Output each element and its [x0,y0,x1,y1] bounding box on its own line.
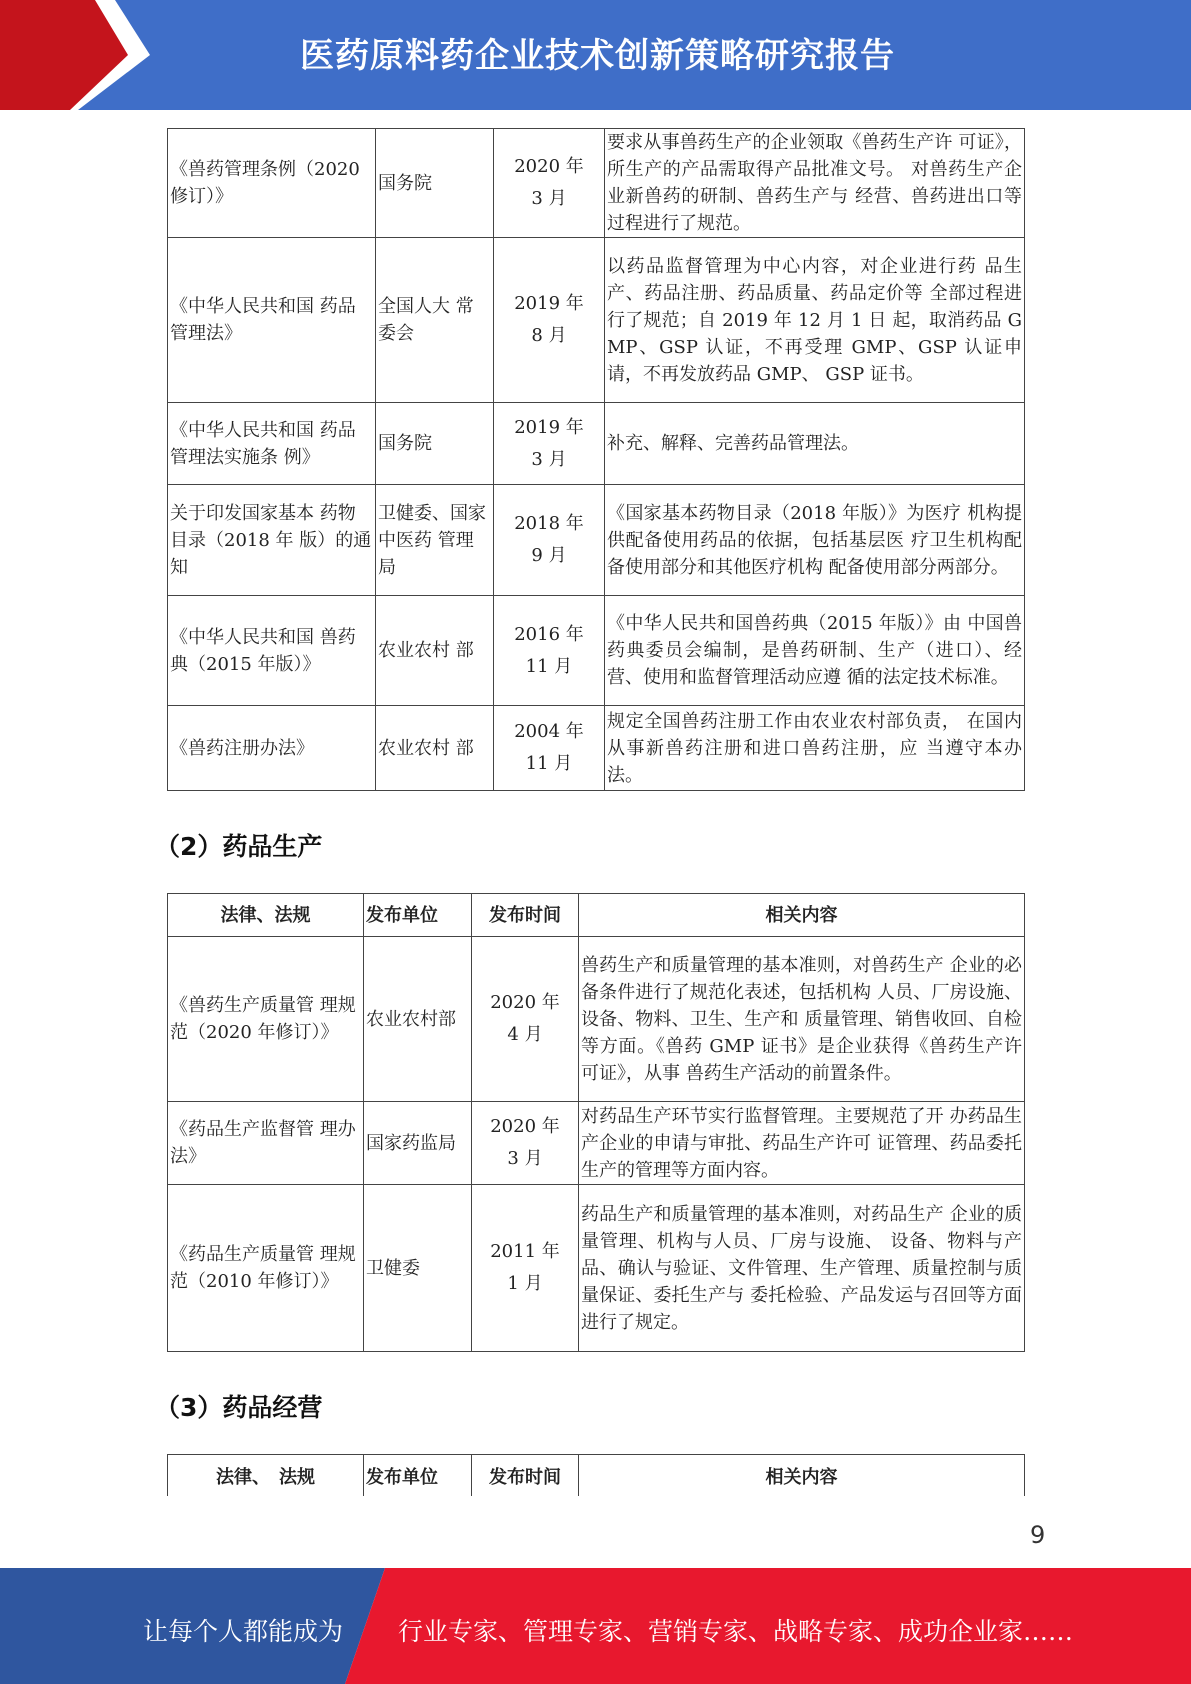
table-row [168,129,1025,238]
law-name-cell: 《中华人民共和国 药品管理法》 [168,238,376,403]
column-header: 发布单位 [364,894,472,937]
date-cell: 2004 年 11 月 [494,706,605,791]
regulation-table-3 [167,1454,1025,1496]
column-header: 法律、 法规 [168,1455,364,1497]
regulation-table-3-container [160,1448,1040,1496]
law-name-cell: 《药品生产监督管 理办法》 [168,1102,364,1185]
issuer-cell: 农业农村 部 [376,706,494,791]
date-cell: 2016 年 11 月 [494,596,605,706]
report-title: 医药原料药企业技术创新策略研究报告 [300,36,895,76]
date-cell: 2011 年 1 月 [472,1185,579,1352]
column-header: 法律、法规 [168,894,364,937]
content-cell: 以药品监督管理为中心内容，对企业进行药 品生产、药品注册、药品质量、药品定价等 全部过程进行了规范；自 2019 年 12 月 1 日 起，取消药品 GMP、GSP 认证，不再受理 GMP、GSP 认证申请，不再发放药品 GMP、 GSP 证书。 [605,238,1025,403]
law-name-cell: 《中华人民共和国 兽药典（2015 年版）》 [168,596,376,706]
date-cell: 2020 年 3 月 [472,1102,579,1185]
content-cell: 补充、解释、完善药品管理法。 [605,403,1025,485]
column-header: 发布单位 [364,1455,472,1497]
footer-slogan-left: 让每个人都能成为 [143,1617,344,1646]
column-header: 相关内容 [579,894,1025,937]
column-header: 发布时间 [472,1455,579,1497]
page-number: 9 [1030,1521,1046,1549]
footer-slogan-right: 行业专家、管理专家、营销专家、战略专家、成功企业家…… [398,1617,1074,1646]
content-cell: 兽药生产和质量管理的基本准则，对兽药生产 企业的必备条件进行了规范化表述，包括机构 人员、厂房设施、设备、物料、卫生、生产和 质量管理、销售收回、自检等方面。《兽药 GMP 证书》是企业获得《兽药生产许可证》，从事 兽药生产活动的前置条件。 [579,937,1025,1102]
issuer-cell: 农业农村 部 [376,596,494,706]
content-cell: 《国家基本药物目录（2018 年版）》为医疗 机构提供配备使用药品的依据，包括基层医 疗卫生机构配备使用部分和其他医疗机构 配备使用部分两部分。 [605,485,1025,596]
content-cell: 药品生产和质量管理的基本准则，对药品生产 企业的质量管理、机构与人员、厂房与设施、 设备、物料与产品、确认与验证、文件管理、生产管理、质量控制与质量保证、委托生产与 委托检验、产品发运与召回等方面进行了规定。 [579,1185,1025,1352]
content-cell: 要求从事兽药生产的企业领取《兽药生产许 可证》，所生产的产品需取得产品批准文号。 对兽药生产企业新兽药的研制、兽药生产与 经营、兽药进出口等过程进行了规范。 [605,129,1025,238]
law-name-cell: 《兽药注册办法》 [168,706,376,791]
table-row [168,706,1025,791]
law-name-cell: 《兽药生产质量管 理规范（2020 年修订）》 [168,937,364,1102]
law-name-cell: 《中华人民共和国 药品管理法实施条 例》 [168,403,376,485]
regulation-table-2 [167,893,1025,1352]
table-row [168,403,1025,485]
section-heading-distribution: （3）药品经营 [155,1393,323,1422]
issuer-cell: 全国人大 常委会 [376,238,494,403]
content-cell: 规定全国兽药注册工作由农业农村部负责， 在国内从事新兽药注册和进口兽药注册，应 当遵守本办法。 [605,706,1025,791]
column-header: 发布时间 [472,894,579,937]
table-row [168,937,1025,1102]
law-name-cell: 关于印发国家基本 药物目录（2018 年 版）的通知 [168,485,376,596]
table-row [168,1102,1025,1185]
column-header: 相关内容 [579,1455,1025,1497]
issuer-cell: 国家药监局 [364,1102,472,1185]
content-cell: 对药品生产环节实行监督管理。主要规范了开 办药品生产企业的申请与审批、药品生产许可 证管理、药品委托生产的管理等方面内容。 [579,1102,1025,1185]
regulation-table-1 [167,128,1025,791]
issuer-cell: 国务院 [376,403,494,485]
table-row [168,1185,1025,1352]
issuer-cell: 卫健委、国家中医药 管理局 [376,485,494,596]
section-heading-production: （2）药品生产 [155,832,323,861]
content-cell: 《中华人民共和国兽药典（2015 年版）》由 中国兽药典委员会编制，是兽药研制、生产（进口）、经营、使用和监督管理活动应遵 循的法定技术标准。 [605,596,1025,706]
law-name-cell: 《药品生产质量管 理规范（2010 年修订）》 [168,1185,364,1352]
table-header-row [168,894,1025,937]
page-footer [0,1568,1191,1684]
table-row [168,596,1025,706]
page-header [0,0,1191,110]
date-cell: 2020 年 4 月 [472,937,579,1102]
date-cell: 2020 年 3 月 [494,129,605,238]
issuer-cell: 国务院 [376,129,494,238]
table-row [168,485,1025,596]
date-cell: 2019 年 8 月 [494,238,605,403]
date-cell: 2019 年 3 月 [494,403,605,485]
table-header-row [168,1455,1025,1497]
table-row [168,238,1025,403]
issuer-cell: 卫健委 [364,1185,472,1352]
law-name-cell: 《兽药管理条例（2020 修订）》 [168,129,376,238]
date-cell: 2018 年 9 月 [494,485,605,596]
issuer-cell: 农业农村部 [364,937,472,1102]
